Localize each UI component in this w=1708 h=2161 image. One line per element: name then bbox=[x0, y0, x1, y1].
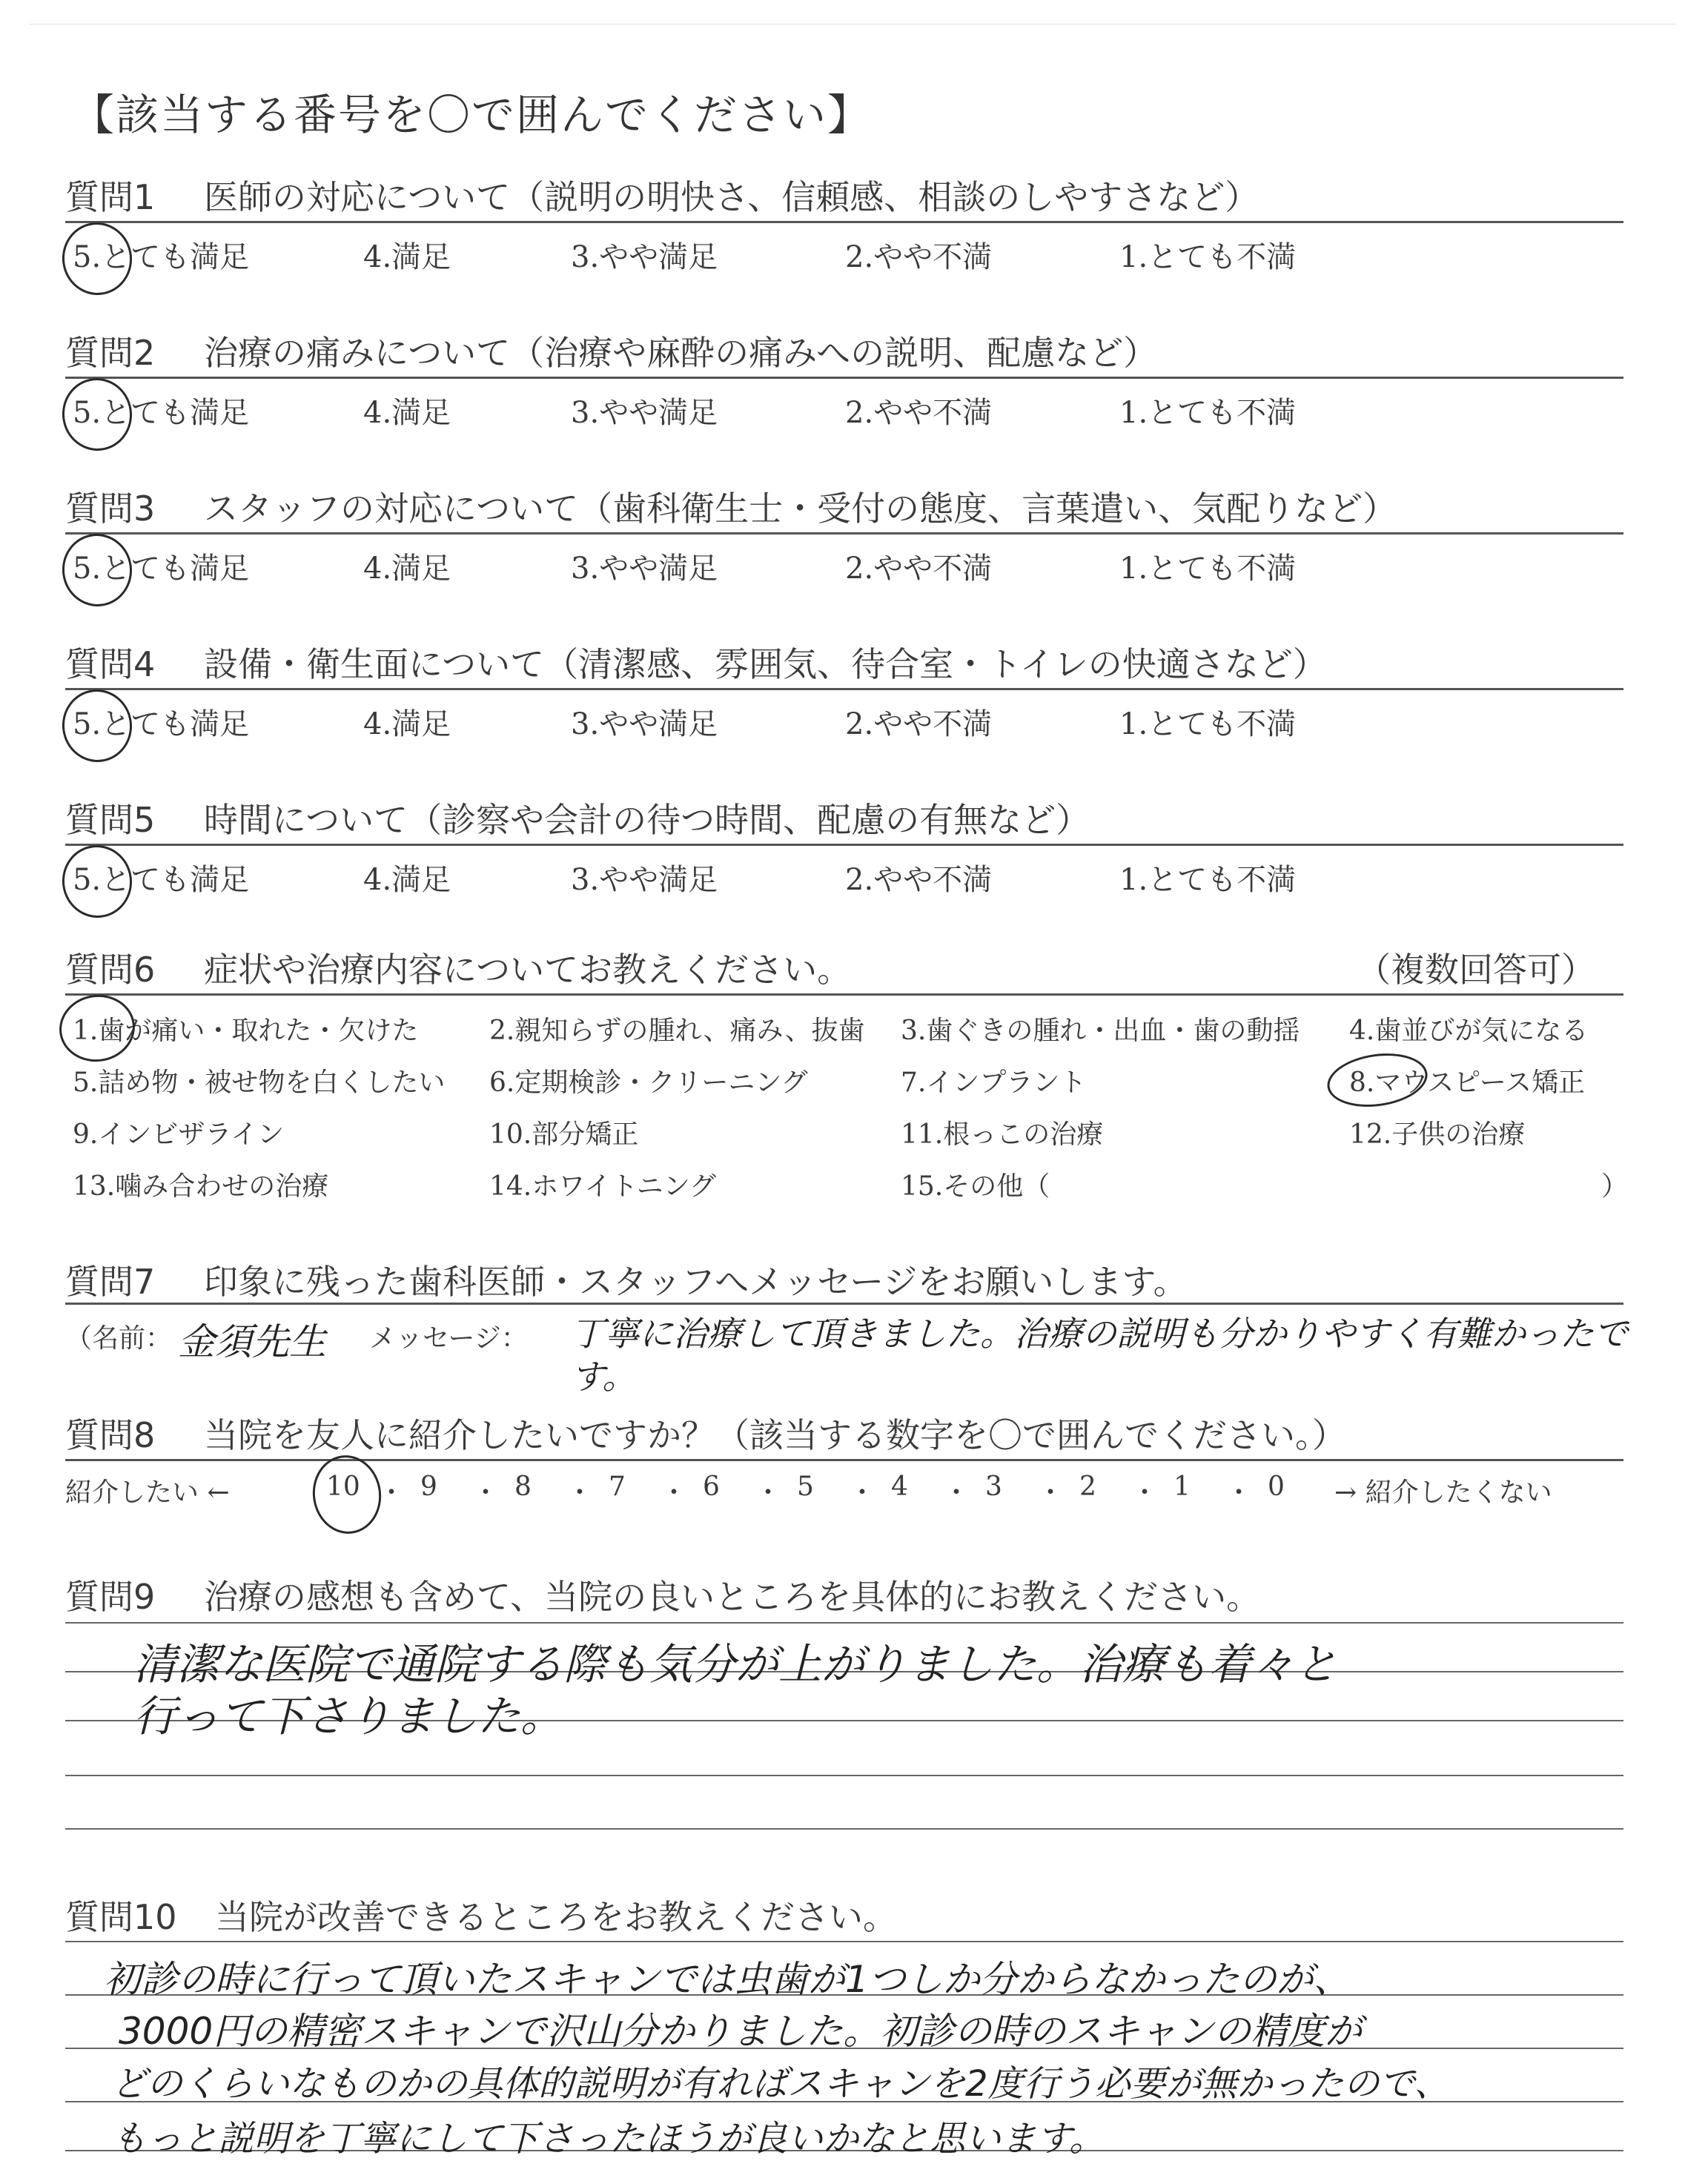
q6-option-10[interactable]: 10.部分矯正 bbox=[489, 1119, 639, 1150]
q3-option-3[interactable]: 3.やや満足 bbox=[571, 552, 718, 586]
q6-note: （複数回答可） bbox=[1357, 950, 1595, 990]
q8-scale-separator: ・ bbox=[1225, 1477, 1253, 1508]
q9-rule-1 bbox=[65, 1622, 1623, 1624]
q8-scale-8[interactable]: 8 bbox=[514, 1472, 532, 1502]
q6-label: 質問6 bbox=[65, 950, 156, 990]
q4-option-5[interactable]: 5.とても満足 bbox=[73, 707, 250, 741]
q8-scale-7[interactable]: 7 bbox=[609, 1472, 626, 1502]
q8-scale-6[interactable]: 6 bbox=[703, 1472, 720, 1502]
q6-other-close: ） bbox=[1601, 1171, 1629, 1202]
q6-option-9[interactable]: 9.インビザライン bbox=[73, 1119, 285, 1150]
q6-option-8[interactable]: 8.マウスピース矯正 bbox=[1349, 1068, 1586, 1098]
q1-option-2[interactable]: 2.やや不満 bbox=[845, 240, 993, 274]
q1-label: 質問1 bbox=[65, 177, 156, 217]
q6-option-6[interactable]: 6.定期検診・クリーニング bbox=[489, 1068, 808, 1098]
q5-option-1[interactable]: 1.とても不満 bbox=[1119, 863, 1297, 897]
q7-message-value: 丁寧に治療して頂きました。治療の説明も分かりやすく有難かったです。 bbox=[571, 1314, 1628, 1397]
q8-scale-separator: ・ bbox=[1037, 1477, 1065, 1508]
q3-selection-circle bbox=[58, 529, 137, 611]
q2-option-3[interactable]: 3.やや満足 bbox=[571, 396, 718, 430]
q4-option-3[interactable]: 3.やや満足 bbox=[571, 707, 718, 741]
q9-text: 治療の感想も含めて、当院の良いところを具体的にお教えください。 bbox=[204, 1577, 1261, 1617]
q10-rule-1 bbox=[65, 1941, 1623, 1942]
q8-scale-10[interactable]: 10 bbox=[326, 1472, 360, 1502]
q4-option-1[interactable]: 1.とても不満 bbox=[1119, 707, 1297, 741]
q3-option-2[interactable]: 2.やや不満 bbox=[845, 552, 993, 586]
q1-underline bbox=[65, 221, 1623, 223]
q2-underline bbox=[65, 377, 1623, 379]
q8-scale-separator: ・ bbox=[755, 1477, 782, 1508]
q8-scale-separator: ・ bbox=[661, 1477, 688, 1508]
q1-text: 医師の対応について（説明の明快さ、信頼感、相談のしやすさなど） bbox=[204, 177, 1260, 217]
q10-answer-line-4: もっと説明を丁寧にして下さったほうが良いかなと思います。 bbox=[111, 2118, 1105, 2160]
q8-scale-2[interactable]: 2 bbox=[1079, 1472, 1096, 1502]
q1-option-4[interactable]: 4.満足 bbox=[363, 240, 451, 274]
q8-underline bbox=[65, 1459, 1623, 1461]
q6-option-7[interactable]: 7.インプラント bbox=[901, 1068, 1087, 1098]
q8-scale-separator: ・ bbox=[566, 1477, 594, 1508]
q8-scale-9[interactable]: 9 bbox=[420, 1472, 437, 1502]
q2-label: 質問2 bbox=[65, 333, 156, 373]
q7-message-label: メッセージ： bbox=[369, 1323, 528, 1354]
q8-label: 質問8 bbox=[65, 1415, 156, 1455]
q5-text: 時間について（診察や会計の待つ時間、配慮の有無など） bbox=[204, 800, 1090, 840]
q1-option-1[interactable]: 1.とても不満 bbox=[1119, 240, 1297, 274]
q1-option-3[interactable]: 3.やや満足 bbox=[571, 240, 718, 274]
q6-option-3[interactable]: 3.歯ぐきの腫れ・出血・歯の動揺 bbox=[901, 1016, 1300, 1046]
q7-name-value: 金須先生 bbox=[178, 1320, 326, 1363]
q2-option-5[interactable]: 5.とても満足 bbox=[73, 396, 250, 430]
q2-text: 治療の痛みについて（治療や麻酔の痛みへの説明、配慮など） bbox=[204, 333, 1158, 373]
q1-option-5[interactable]: 5.とても満足 bbox=[73, 240, 250, 274]
q8-scale-separator: ・ bbox=[849, 1477, 876, 1508]
q3-underline bbox=[65, 532, 1623, 535]
q5-underline bbox=[65, 844, 1623, 846]
q6-option-4[interactable]: 4.歯並びが気になる bbox=[1349, 1016, 1589, 1046]
q7-label: 質問7 bbox=[65, 1262, 156, 1302]
q8-scale-separator: ・ bbox=[472, 1477, 500, 1508]
q8-left-label: 紹介したい ← bbox=[65, 1477, 230, 1508]
q9-rule-4 bbox=[65, 1775, 1623, 1776]
q8-scale-separator: ・ bbox=[943, 1477, 970, 1508]
q8-scale-4[interactable]: 4 bbox=[891, 1472, 908, 1502]
q8-text: 当院を友人に紹介したいですか？（該当する数字を〇で囲んでください。） bbox=[204, 1415, 1346, 1455]
q4-label: 質問4 bbox=[65, 644, 156, 684]
q8-scale-5[interactable]: 5 bbox=[797, 1472, 814, 1502]
q7-underline bbox=[65, 1303, 1623, 1305]
q7-name-label: （名前： bbox=[65, 1323, 173, 1354]
q8-selection-circle bbox=[308, 1451, 386, 1538]
q10-answer-line-3: どのくらいなものかの具体的説明が有ればスキャンを2度行う必要が無かったので、 bbox=[111, 2063, 1450, 2105]
q2-option-1[interactable]: 1.とても不満 bbox=[1119, 396, 1297, 430]
q3-option-4[interactable]: 4.満足 bbox=[363, 552, 451, 586]
q2-selection-circle bbox=[58, 374, 137, 455]
q6-option-14[interactable]: 14.ホワイトニング bbox=[489, 1171, 717, 1202]
q5-option-4[interactable]: 4.満足 bbox=[363, 863, 451, 897]
q6-option-2[interactable]: 2.親知らずの腫れ、痛み、抜歯 bbox=[489, 1016, 865, 1046]
q4-option-2[interactable]: 2.やや不満 bbox=[845, 707, 993, 741]
q9-answer-line-1: 清潔な医院で通院する際も気分が上がりました。治療も着々と bbox=[133, 1639, 1338, 1690]
q3-text: スタッフの対応について（歯科衛生士・受付の態度、言葉遣い、気配りなど） bbox=[204, 489, 1397, 529]
q6-text: 症状や治療内容についてお教えください。 bbox=[204, 950, 852, 990]
q6-option-5[interactable]: 5.詰め物・被せ物を白くしたい bbox=[73, 1068, 446, 1098]
page-title: 【該当する番号を〇で囲んでください】 bbox=[71, 90, 873, 140]
q6-option-11[interactable]: 11.根っこの治療 bbox=[901, 1119, 1104, 1150]
q10-label: 質問10 bbox=[65, 1897, 177, 1937]
q8-scale-3[interactable]: 3 bbox=[985, 1472, 1002, 1502]
q2-option-2[interactable]: 2.やや不満 bbox=[845, 396, 993, 430]
q1-selection-circle bbox=[58, 218, 137, 300]
q10-answer-line-1: 初診の時に行って頂いたスキャンでは虫歯が1つしか分からなかったのが、 bbox=[104, 1958, 1351, 2001]
q6-option-12[interactable]: 12.子供の治療 bbox=[1349, 1119, 1526, 1150]
q6-option-13[interactable]: 13.噛み合わせの治療 bbox=[73, 1171, 329, 1202]
q10-text: 当院が改善できるところをお教えください。 bbox=[215, 1897, 897, 1937]
q5-label: 質問5 bbox=[65, 800, 156, 840]
q4-selection-circle bbox=[58, 685, 137, 767]
q10-answer-line-2: 3000円の精密スキャンで沢山分かりました。初診の時のスキャンの精度が bbox=[119, 2010, 1363, 2053]
q6-selection-circle-8 bbox=[1324, 1048, 1431, 1113]
q8-right-label: → 紹介したくない bbox=[1334, 1477, 1552, 1508]
q2-option-4[interactable]: 4.満足 bbox=[363, 396, 451, 430]
q5-option-3[interactable]: 3.やや満足 bbox=[571, 863, 718, 897]
q6-underline bbox=[65, 993, 1623, 996]
q8-scale-separator: ・ bbox=[1131, 1477, 1159, 1508]
q8-scale-separator: ・ bbox=[378, 1477, 406, 1508]
q7-text: 印象に残った歯科医師・スタッフへメッセージをお願いします。 bbox=[204, 1262, 1188, 1302]
q8-scale-1[interactable]: 1 bbox=[1174, 1472, 1191, 1502]
q5-option-5[interactable]: 5.とても満足 bbox=[73, 863, 250, 897]
q6-option-15[interactable]: 15.その他（ bbox=[901, 1171, 1050, 1202]
q6-selection-circle-1 bbox=[55, 990, 139, 1066]
q4-text: 設備・衛生面について（清潔感、雰囲気、待合室・トイレの快適さなど） bbox=[204, 644, 1327, 684]
q4-option-4[interactable]: 4.満足 bbox=[363, 707, 451, 741]
q9-answer-line-2: 行って下さりました。 bbox=[133, 1691, 564, 1741]
q9-rule-5 bbox=[65, 1828, 1623, 1830]
q3-label: 質問3 bbox=[65, 489, 156, 529]
q4-underline bbox=[65, 688, 1623, 690]
q3-option-5[interactable]: 5.とても満足 bbox=[73, 552, 250, 586]
q3-option-1[interactable]: 1.とても不満 bbox=[1119, 552, 1297, 586]
q5-selection-circle bbox=[58, 841, 137, 922]
q6-option-1[interactable]: 1.歯が痛い・取れた・欠けた bbox=[73, 1016, 419, 1046]
q9-label: 質問9 bbox=[65, 1577, 156, 1617]
q8-scale-0[interactable]: 0 bbox=[1268, 1472, 1285, 1502]
q5-option-2[interactable]: 2.やや不満 bbox=[845, 863, 993, 897]
